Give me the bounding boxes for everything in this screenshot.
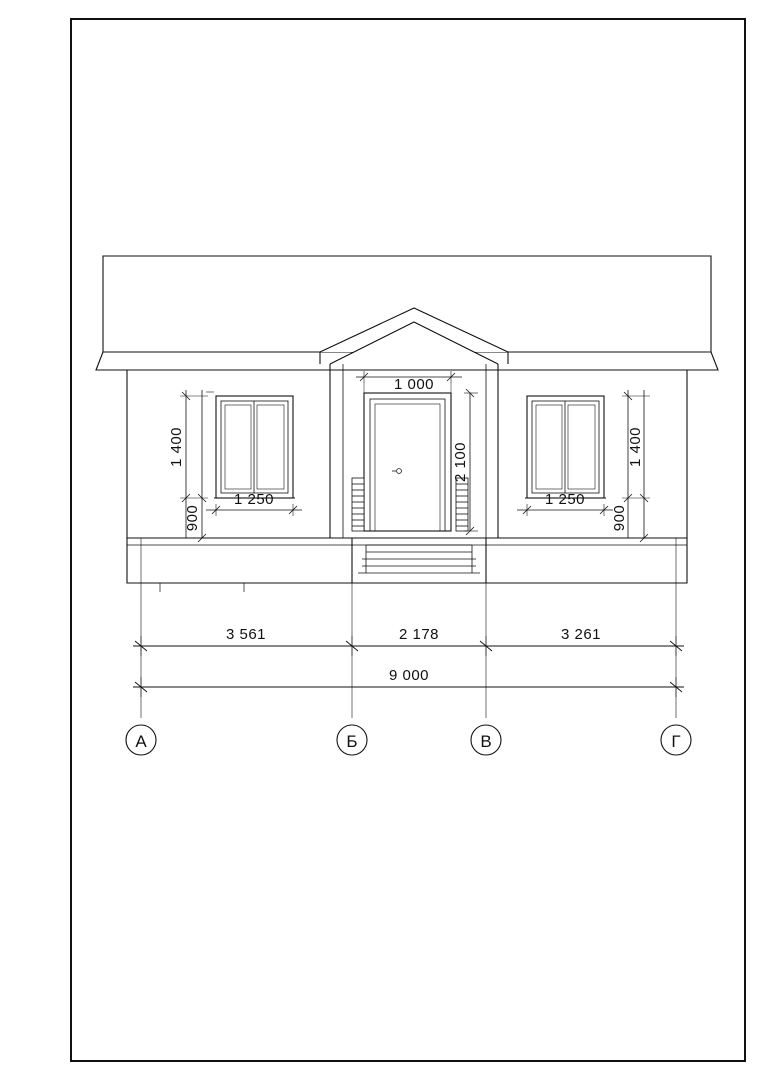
window-right <box>525 396 606 498</box>
dim-window-right-height: 1 400 <box>627 426 644 468</box>
dim-window-left-height: 1 400 <box>168 426 185 468</box>
dim-window-right-width-label: 1 250 <box>544 491 586 508</box>
axis-bubble-g-label: Г <box>671 732 681 751</box>
dim-overall-width: 9 000 <box>388 667 430 684</box>
dim-door-height-label: 2 100 <box>452 441 469 483</box>
axis-bubble-a-label: А <box>135 732 147 751</box>
dim-sill-right-height: 900 <box>611 504 628 532</box>
window-left <box>214 396 295 498</box>
entrance-door <box>364 393 451 531</box>
dim-span-v-g: 3 261 <box>560 626 602 643</box>
dim-door-width-label: 1 000 <box>393 376 435 393</box>
porch-railing-right <box>456 478 468 531</box>
axis-bubble-b-label: Б <box>346 732 358 751</box>
dim-span-a-b: 3 561 <box>225 626 267 643</box>
dim-span-b-v: 2 178 <box>398 626 440 643</box>
plinth <box>127 538 687 592</box>
roof <box>96 256 718 370</box>
dim-sill-left-height: 900 <box>184 504 201 532</box>
dim-window-left-width-label: 1 250 <box>233 491 275 508</box>
axis-bubble-v-label: В <box>480 732 492 751</box>
porch-railing-left <box>352 478 364 531</box>
